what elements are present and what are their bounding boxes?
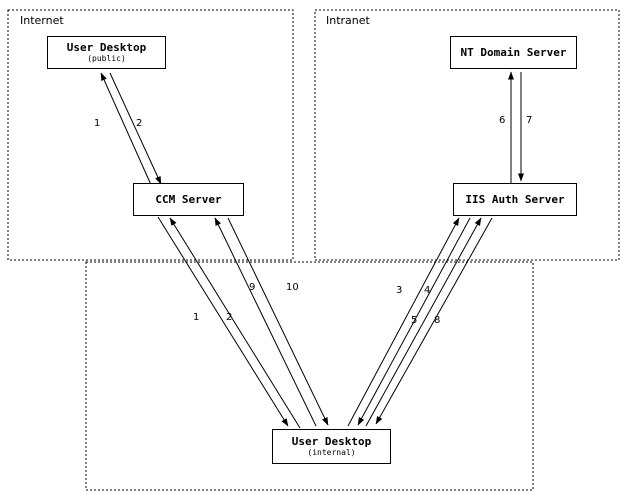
node-subtitle: (internal) [307, 448, 356, 457]
edge-label-9: 9 [249, 282, 256, 293]
node-user-desktop-public[interactable] [47, 36, 166, 69]
edge-public-desktop-to-ccm [101, 73, 161, 187]
node-title: User Desktop [291, 435, 372, 448]
node-title: IIS Auth Server [465, 193, 565, 206]
edge-label-5: 5 [411, 315, 418, 326]
edge-label-1-public: 1 [94, 118, 101, 129]
node-user-desktop-internal[interactable] [272, 429, 391, 464]
edge-label-7: 7 [526, 115, 533, 126]
node-nt-domain-server[interactable] [450, 36, 577, 69]
edge-internal-desktop-to-iis-outer [366, 218, 492, 426]
node-title: NT Domain Server [460, 46, 567, 59]
edge-label-6: 6 [499, 115, 506, 126]
edge-label-1-internal: 1 [193, 312, 200, 323]
node-title: CCM Server [155, 193, 222, 206]
edge-internal-desktop-to-iis-inner [348, 218, 470, 426]
node-subtitle: (public) [87, 54, 126, 63]
node-ccm-server[interactable] [133, 183, 244, 216]
edge-label-3: 3 [396, 285, 403, 296]
edge-label-2-internal: 2 [226, 312, 233, 323]
zone-label-internet: Internet [20, 14, 64, 27]
node-iis-auth-server[interactable] [453, 183, 577, 216]
node-title: User Desktop [66, 41, 147, 54]
edge-label-4: 4 [424, 285, 431, 296]
edge-label-8: 8 [434, 315, 441, 326]
edge-label-2-public: 2 [136, 118, 143, 129]
edge-label-10: 10 [286, 282, 299, 293]
edge-iis-to-nt-domain [511, 72, 521, 183]
zone-label-intranet: Intranet [326, 14, 370, 27]
